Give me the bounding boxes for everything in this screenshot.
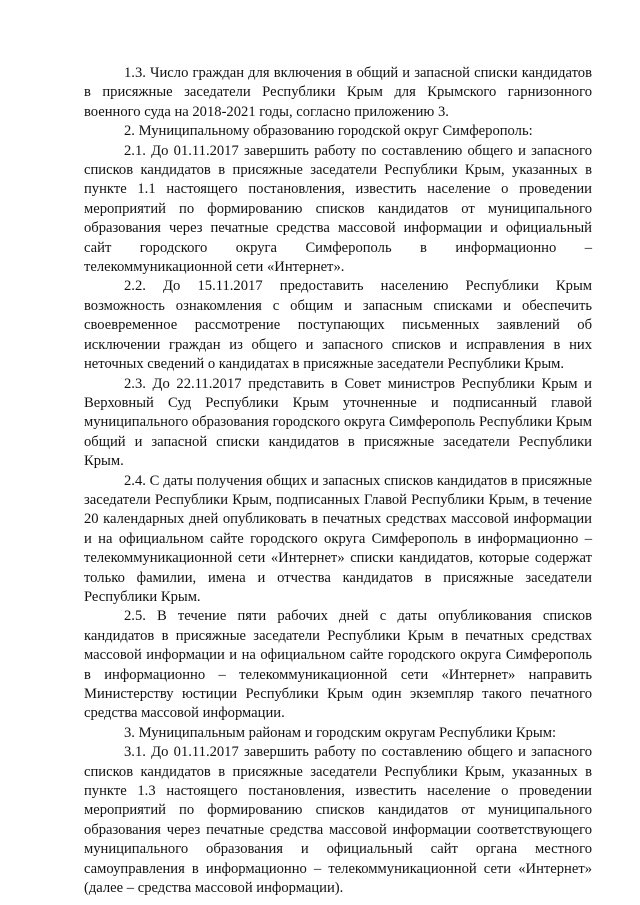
- document-page: [84, 64, 592, 898]
- paragraph-2-4: 2.4. С даты получения общих и запасных списков кандидатов в присяжные заседатели Республики Крым, подписанных Главой Республики Крым, в течение 20 календарных дней опубликовать в печатных средствах массовой информации и на официальном сайте городского округа Симферополь в информационно – телекоммуникационной сети «Интернет» списки кандидатов, которые содержат только фамилии, имена и отчества кандидатов в присяжные заседатели Республики Крым.: [84, 472, 592, 605]
- paragraph-3: 3. Муниципальным районам и городским округам Республики Крым:: [124, 724, 557, 741]
- paragraph-3-1: 3.1. До 01.11.2017 завершить работу по составлению общего и запасного списков кандидатов в присяжные заседатели Республики Крым, указанных в пункте 1.3 настоящего постановления, известить население о проведении мероприятий по формированию списков кандидатов от муниципального образования через печатные средства массовой информации соответствующего муниципального образования и официальный сайт органа местного самоуправления в информационно – телекоммуникационной сети «Интернет» (далее – средства массовой информации).: [84, 744, 592, 897]
- paragraph-2-1: 2.1. До 01.11.2017 завершить работу по составлению общего и запасного списков кандидатов в присяжные заседатели Республики Крым, указанных в пункте 1.1 настоящего постановления, известить население о проведении мероприятий по формированию списков кандидатов от муниципального образования через печатные средства массовой информации и официальный сайт городского округа Симферополь в информационно – телекоммуникационной сети «Интернет».: [84, 142, 592, 276]
- paragraph-1-3: 1.3. Число граждан для включения в общий и запасной списки кандидатов в присяжные заседатели Республики Крым для Крымского гарнизонного военного суда на 2018-2021 годы, согласно приложению 3.: [84, 65, 592, 120]
- paragraph-2-5: 2.5. В течение пяти рабочих дней с даты опубликования списков кандидатов в присяжные заседатели Республики Крым в печатных средствах массовой информации и на официальном сайте городского округа Симферополь в информационно – телекоммуникационной сети «Интернет» направить Министерству юстиции Республики Крым один экземпляр такого печатного средства массовой информации.: [84, 608, 592, 722]
- paragraph-2-3: 2.3. До 22.11.2017 представить в Совет министров Республики Крым и Верховный Суд Республики Крым уточненные и подписанный главой муниципального образования городского округа Симферополь Республики Крым общий и запасной списки кандидатов в присяжные заседатели Республики Крым.: [84, 375, 592, 470]
- paragraph-2-2: 2.2. До 15.11.2017 предоставить населению Республики Крым возможность ознакомления с общим и запасным списками и обеспечить своевременное рассмотрение поступающих письменных заявлений об исключении граждан из общего и запасного списков и исправления в них неточных сведений о кандидатах в присяжные заседатели Республики Крым.: [84, 278, 592, 373]
- paragraph-2: 2. Муниципальному образованию городской округ Симферополь:: [124, 123, 533, 140]
